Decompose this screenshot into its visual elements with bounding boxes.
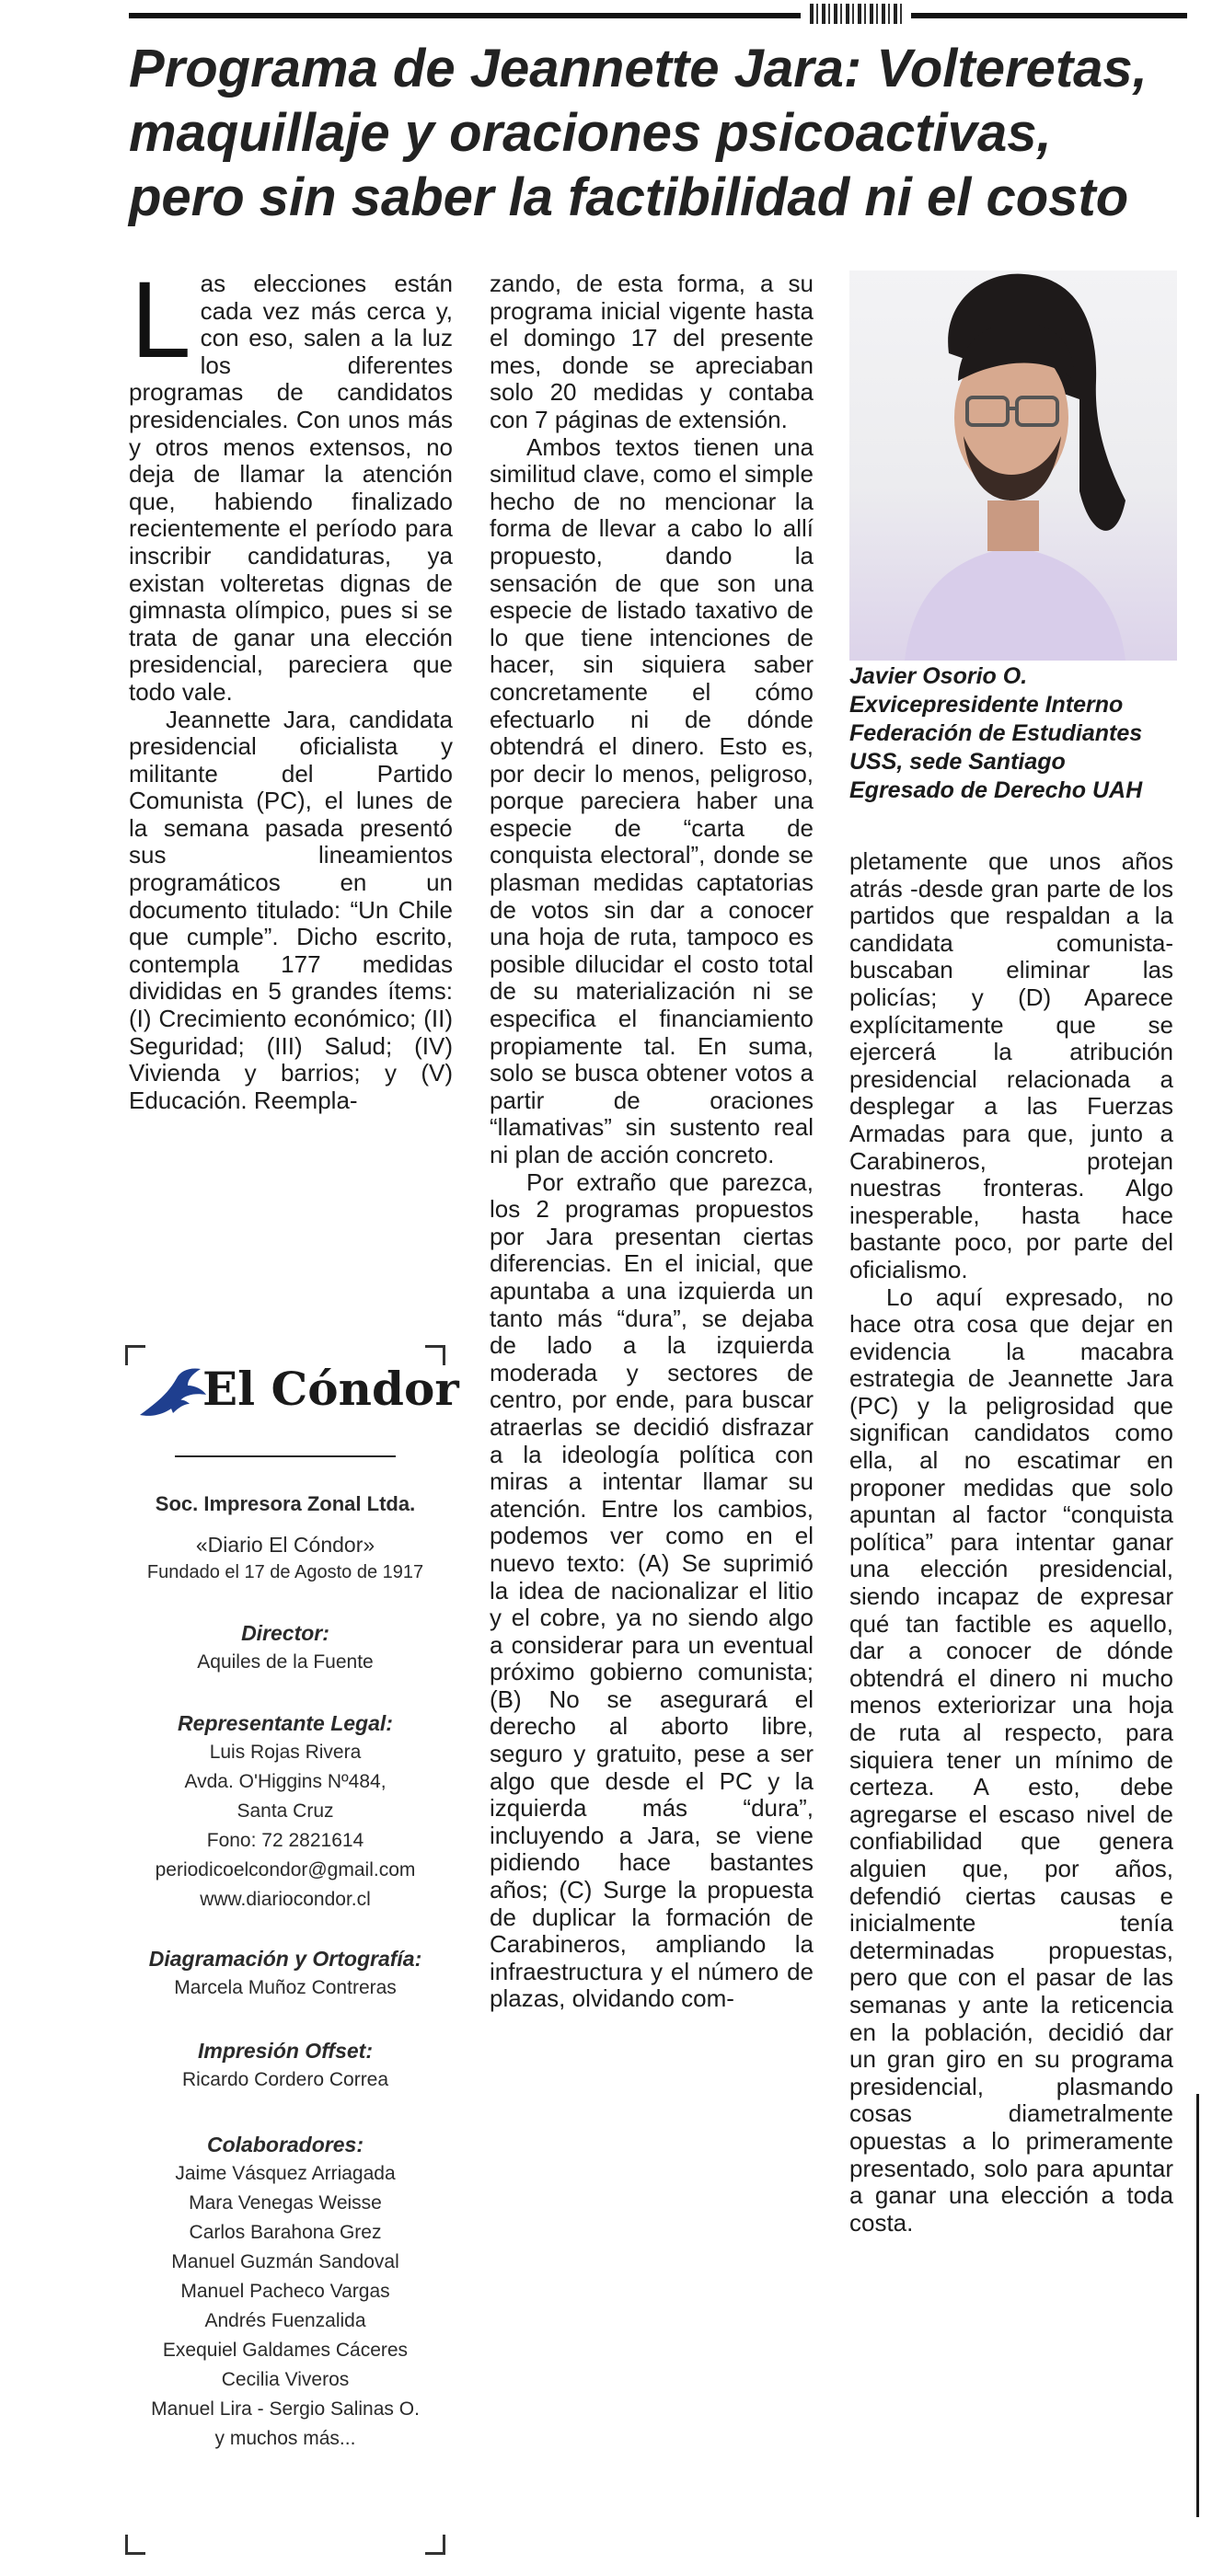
website-link[interactable]: www.diariocondor.cl (200, 1889, 371, 1910)
masthead-box (125, 1345, 459, 2555)
email-link[interactable]: periodicoelcondor@gmail.com (155, 1859, 416, 1880)
article-paragraph: zando, de esta forma, a su programa inicial vigente hasta el domingo 17 del presente mes, donde se apreciaban solo 20 medidas y contaba con 7 páginas de extensión. (490, 270, 814, 433)
company-name: Soc. Impresora Zonal Ltda. (155, 1492, 416, 1515)
collaborator: Manuel Pacheco Vargas (180, 2281, 390, 2302)
article-column-2 (490, 270, 814, 2013)
page-edge-line (1196, 2094, 1199, 2517)
corner-mark (425, 2535, 445, 2555)
collaborator: Carlos Barahona Grez (189, 2222, 382, 2243)
author-title: Exvicepresidente Interno (849, 692, 1124, 718)
article-column-1 (129, 259, 453, 1114)
qr-code-icon (810, 4, 902, 24)
layout-name: Marcela Muñoz Contreras (174, 1977, 397, 1998)
collaborator: Mara Venegas Weisse (189, 2192, 382, 2214)
author-name: Javier Osorio O. (849, 663, 1028, 689)
author-title: USS, sede Santiago (849, 749, 1066, 775)
article-paragraph: Por extraño que parezca, los 2 programas propuestos por Jara presentan ciertas diferencias. En el inicial, que apuntaba a una izquierda un tanto más “dura”, se dejaba de lado a la izquierda moderada y sectores de centro, por ende, para buscar atraerlas se decidió disfrazar a la ideología política con miras a intentar llamar su atención. Entre los cambios, podemos ver como en el nuevo texto: (A) Se suprimió la idea de nacionalizar el litio y el cobre, ya no siendo algo a considerar para un eventual próximo gobierno comunista; (B) No se asegurará el derecho al aborto libre, seguro y gratuito, pese a ser algo que desde el PC y la izquierda más “dura”, incluyendo a Jara, se viene pidiendo hace bastantes años; (C) Surge la propuesta de duplicar la formación de Carabineros, ampliando la infraestructura y el número de plazas, olvidando com- (490, 1167, 814, 2013)
author-title: Egresado de Derecho UAH (849, 777, 1143, 803)
logo-text: El Cóndor (202, 1362, 459, 1416)
article-paragraph: Ambos textos tienen una similitud clave, como el simple hecho de no mencionar la forma de llevar a cabo lo allí propuesto, dando la sensación de que son una especie de listado taxativo de lo que tiene intenciones de hacer, sin siquiera saber concretamente el cómo efectuarlo ni de dónde obtendrá el dinero. Esto es, por decir lo menos, peligroso, porque pareciera haber una especie de “carta de conquista electoral”, donde se plasman medidas captatorias de votos sin dar a conocer una hoja de ruta, tampoco es posible dilucidar el costo total de su materialización ni se especifica el financiamiento propiamente tal. En suma, solo se busca obtener votos a partir de oraciones “llamativas” sin sustento real ni plan de acción concreto. (490, 432, 814, 1168)
collaborator: y muchos más... (214, 2428, 356, 2449)
print-name: Ricardo Cordero Correa (181, 2069, 389, 2090)
director-name: Aquiles de la Fuente (197, 1651, 374, 1673)
masthead-rule (175, 1455, 396, 1457)
collaborator: Jaime Vásquez Arriagada (175, 2163, 396, 2184)
article-paragraph: Las elecciones están cada vez más cerca y, con eso, salen a la luz los diferentes programas de candidatos presidenciales. Con unos más y otros menos extensos, no deja de llamar la atención que, habiendo finalizado recientemente el período para inscribir candidaturas, ya existan volteretas dignas de gimnasta olímpico, pues si se trata de ganar una elección presidencial, pareciera que todo vale. (129, 259, 453, 706)
collaborator: Manuel Lira - Sergio Salinas O. (151, 2398, 420, 2420)
collaborator: Manuel Guzmán Sandoval (171, 2251, 399, 2272)
article-paragraph: Jeannette Jara, candidata presidencial oficialista y militante del Partido Comunista (PC), el lunes de la semana pasada presentó sus lineamientos programáticos en un documento titulado: “Un Chile que cumple”. Dicho escrito, contempla 177 medidas divididas en 5 grandes ítems: (I) Crecimiento económico; (II) Seguridad; (III) Salud; (IV) Vivienda y barrios; y (V) Educación. Reempla- (129, 705, 453, 1114)
top-rule-right (911, 13, 1187, 18)
top-rule-left (129, 13, 801, 18)
paper-name: «Diario El Cóndor» (195, 1533, 375, 1557)
collaborator: Exequiel Galdames Cáceres (162, 2340, 409, 2361)
author-caption (849, 662, 1181, 805)
drop-cap: L (131, 259, 191, 381)
print-label: Impresión Offset: (198, 2039, 373, 2063)
article-paragraph: Lo aquí expresado, no hace otra cosa que dejar en evidencia la macabra estrategia de Jeannette Jara (PC) y la peligrosidad que significan candidatos como ella, al no escatimar en proponer medidas que solo apuntan al factor “conquista política” para intentar ganar una elección presidencial, siendo incapaz de expresar qué tan factible es aquello, dar a conocer de dónde obtendrá el dinero ni mucho menos exteriorizar una hoja de ruta al respecto, para siquiera tener un mínimo de certeza. A esto, debe agregarse el escaso nivel de confiabilidad que genera alguien que, por años, defendió ciertas causas e inicialmente tenía determinadas propuestas, pero que con el pasar de las semanas y ante la reticencia en la población, decidió dar un gran giro en su programa presidencial, plasmando cosas diametralmente opuestas a lo primeramente presentado, solo para apuntar a ganar una elección a toda costa. (849, 1282, 1173, 2237)
article-column-3 (849, 848, 1173, 2237)
founded-text: Fundado el 17 de Agosto de 1917 (146, 1562, 424, 1582)
address-line: Santa Cruz (237, 1800, 334, 1822)
collaborator: Andrés Fuenzalida (204, 2310, 366, 2331)
layout-label: Diagramación y Ortografía: (148, 1947, 422, 1971)
condor-icon (136, 1358, 210, 1432)
address-line: Avda. O'Higgins Nº484, (184, 1771, 387, 1792)
collaborator: Cecilia Viveros (221, 2369, 350, 2390)
legal-label: Representante Legal: (178, 1711, 393, 1735)
article-paragraph: pletamente que unos años atrás -desde gran parte de los partidos que respaldan a la candidata comunista- buscaban eliminar las policías; y (D) Aparece explícitamente que se ejercerá la atribución presidencial relacionada a desplegar a las Fuerzas Armadas para que, junto a Carabineros, protejan nuestras fronteras. Algo inesperable, hasta hace bastante poco, por parte del oficialismo. (849, 847, 1173, 1283)
author-photo (849, 270, 1177, 661)
author-portrait-image (849, 270, 1177, 661)
collaborators-label: Colaboradores: (207, 2133, 364, 2156)
director-label: Director: (241, 1621, 329, 1645)
phone: Fono: 72 2821614 (206, 1830, 364, 1851)
newspaper-logo (136, 1351, 459, 1433)
legal-name: Luis Rojas Rivera (209, 1742, 362, 1763)
author-title: Federación de Estudiantes (849, 720, 1143, 746)
article-headline: Programa de Jeannette Jara: Volteretas, maquillaje y oraciones psicoactivas, pero sin saber la factibilidad ni el costo (129, 39, 1148, 227)
corner-mark (125, 2535, 145, 2555)
